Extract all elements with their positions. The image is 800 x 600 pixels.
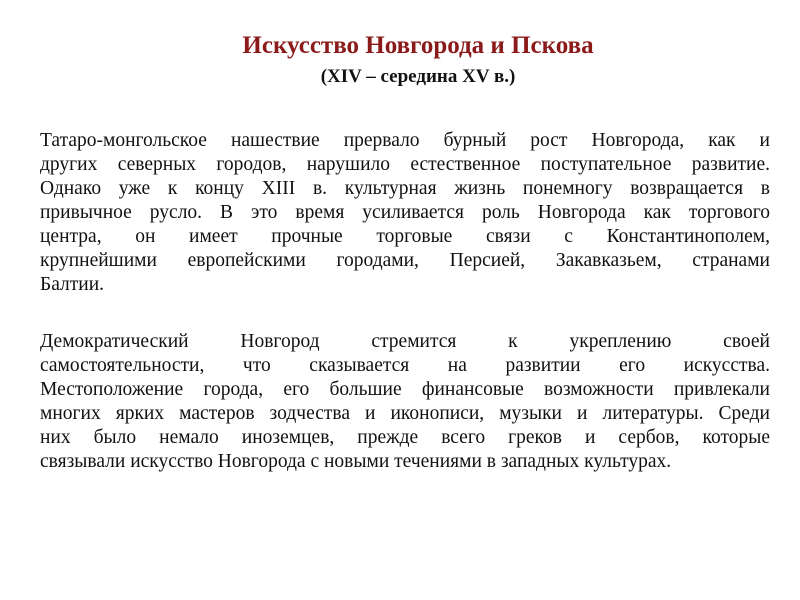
text-line: Однако уже к концу XIII в. культурная жизнь понемногу возвращается в (40, 178, 770, 199)
paragraph-1 (40, 129, 770, 297)
paragraph-2 (40, 330, 770, 474)
text-line: самостоятельности, что сказывается на развитии его искусства. (40, 355, 770, 376)
text-line: крупнейшими европейскими городами, Персией, Закавказьем, странами (40, 250, 770, 271)
text-line: привычное русло. В это время усиливается роль Новгорода как торгового (40, 202, 770, 223)
text-line: Местоположение города, его большие финансовые возможности привлекали (40, 379, 770, 400)
slide-subtitle: (XIV – середина XV в.) (320, 66, 516, 87)
text-line: других северных городов, нарушило естественное поступательное развитие. (40, 154, 770, 175)
text-line: центра, он имеет прочные торговые связи с Константинополем, (40, 226, 770, 247)
text-line: Татаро-монгольское нашествие прервало бурный рост Новгорода, как и (40, 130, 770, 151)
text-line: Демократический Новгород стремится к укреплению своей (40, 331, 770, 352)
text-line: Балтии. (40, 274, 105, 295)
text-line: связывали искусство Новгорода с новыми течениями в западных культурах. (40, 451, 672, 472)
text-line: них было немало иноземцев, прежде всего греков и сербов, которые (40, 427, 770, 448)
text-line: многих ярких мастеров зодчества и иконописи, музыки и литературы. Среди (40, 403, 770, 424)
slide-title: Искусство Новгорода и Пскова (242, 32, 594, 59)
